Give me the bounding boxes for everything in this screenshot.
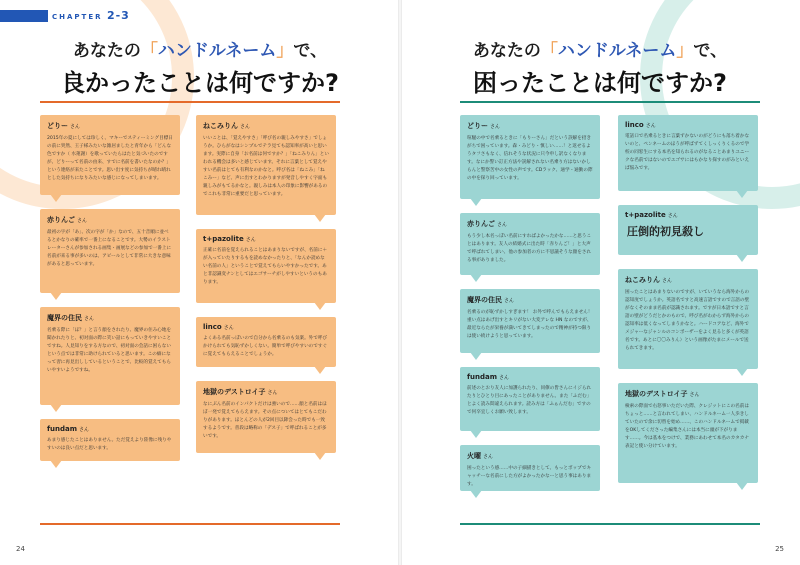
page-title-line2: 良かったことは何ですか? [61,69,339,97]
bubble-tail [736,254,748,262]
comment-bubble [40,307,180,405]
bubble-tail [470,490,482,498]
title-suffix: で、 [693,41,728,61]
commenter-name: linco さん [203,323,234,331]
right-column-2 [618,115,758,497]
commenter-name: 地獄のデストロイ子 さん [625,390,700,398]
comment-bubble [460,367,600,431]
right-column-1 [460,115,600,505]
comment-text: 名乗る際に「ほ？」と言う顔をされたり、魔界の住み心地を聞かれたりと、初対面の際に笑い話にもっていきやすいことですね。人見知りをする方なので、初対面の会話に困らないという点では非常に助けられていると思います。この癖になって習に再見出ししているということで、比較的覚えてもらいやすいようですね。 [47,328,172,374]
commenter-name: 赤りんご さん [467,220,508,228]
bottom-rule [40,523,340,525]
commenter-name: どりー さん [467,122,501,130]
commenter-name: linco さん [625,121,656,129]
book-gutter [398,0,402,565]
commenter-name: どりー さん [47,122,81,130]
bubble-tail [50,194,62,202]
bubble-tail [736,482,748,490]
commenter-name: ねこみりん さん [625,276,673,284]
page-number: 25 [775,545,784,553]
comment-bubble [618,383,758,483]
comment-bubble [618,205,758,255]
title-bracket-close: 」 [276,41,294,61]
bubble-tail [314,452,326,460]
bubble-tail [314,214,326,222]
bottom-rule [460,523,760,525]
commenter-name: 地獄のデストロイ子 さん [203,388,278,396]
comment-text: 検索の際面で右怒事いただいた際、クレジットにこの名前はちょっと……と言われてしまい、ハンドルネーム一人歩きしていたので余に切替を始め……、このハンドルネームで掲載をOKしてくださった編集さんには本当に頭が下がります……。今は基本をつけで、業務にあわせて本名のカタカナ表記と使い分けています。 [625,404,749,450]
comment-bubble [460,289,600,353]
comment-bubble [618,115,758,191]
bubble-tail [50,404,62,412]
comment-text: 電話口で名乗るときに言葉ずかないのがどうにも落ち着かないのと、ペンネームのほうが呼ばずてくしっくりくるので学校の同窓生にする本名を知られるのがなることあまりユニークな名前ではないのでエゴサにはもかなり探すのがみといえば悩みです。 [625,134,750,172]
comment-bubble [460,445,600,491]
comment-text: よくある名前っぽいので自分から名乗るのも気楽。外で呼びかけられても気恥ずかしくない。簡単で呼びやすいのですぐに覚えてもらえることでしょうか。 [203,336,328,358]
comment-text: 困ったという感……中の子細描きとして、もっとポップでキャッチーな名前にした方がよかったかなーと思う事はあります。 [467,466,592,488]
left-column-1 [40,115,180,475]
title-bracket-open: 「 [540,41,558,61]
bubble-tail [470,430,482,438]
comment-bubble [618,269,758,369]
comment-text: 前述のとおり友人に加護られたり、同僚の皆さんにイジられたりとひとり目にあったことがありません。また「ふだむ」とよく読み間違えられます。読み方は「ふぁんだむ」ですので何卒宜しくお願い致します。 [467,386,592,416]
commenter-name: t+pazolite さん [625,211,678,219]
comment-bubble [196,115,336,215]
page-title-line1 [0,36,400,61]
bubble-tail [50,460,62,468]
bubble-tail [314,302,326,310]
title-suffix: で、 [293,41,328,61]
page-title-line1 [400,36,800,61]
chapter-label [52,9,130,22]
comment-text: 名乗るのが恥ずかしすぎます！ お外で呼んでもらえません！ 重い点はあげ出すとキリがない大変アレな HN なのですが、最近ならたが栄養が満いてきてしまったので精神が持つ限りは使い続けようと思っています。 [467,310,593,340]
commenter-name: fundam さん [467,373,510,381]
title-prefix: あなたの [72,41,141,61]
comment-bubble [40,209,180,293]
commenter-name: 魔界の住民 さん [47,314,95,322]
bubble-tail [470,352,482,360]
commenter-name: fundam さん [47,425,90,433]
comment-bubble [460,213,600,275]
comment-text: いいことは、「覚えやすさ」「呼び名の親しみやすさ」でしょうか。ひらがなはシンプルでテラ見ても認知率が高いと思います。実際に自身「お名前は何ですか？」「ねこみりん」といわれる機会は多いと感じています。それに言葉として覚えやすい名前はとても有利なのかなと。呼び名は「ねこみ」「ねこみー」など、声に出すとわかりますが発音しやすく字面も親しみがもてるかなと。親しみは本人の印象に影響があるのでこれも非常に重要だと思っています。 [203,136,329,198]
right-page [400,0,800,565]
comment-text: もう少し本名っぽい名前にすればよかったかな……と思うことはあります。友人の結婚式に出た時「赤りんご！」と大声で呼ばれてしまい、他の参加者の方に不思議そうな顔をされる事がありました。 [467,234,592,264]
page-title-line2: 困ったことは何ですか? [473,69,727,97]
page-number: 24 [16,545,25,553]
bubble-tail [736,190,748,198]
bubble-tail [50,292,62,300]
comment-text: 2015年の夏にしては珍しく、マキーでスティーミング目標日の前に突然、王子様みたいな雑居ましたと青年から「どんな色ですか（ 水蓮謝）を歌っていたらはたと気づいたのですが、どりーって名前の由来、すでに名前を書いたなのか？」という連絡が来たことです。思い出す度に気持ちが晴れ晴れとした気持ちになりみたいな感じになってしまいます。 [47,136,173,182]
comment-text: 最初の字が「あ」、次の字が「か」なので、五十音順に並べるとかなりの確率で一番上になることです。大勢のイラストレーターさんが参加される画集・画展などの参加で一番上に名前が来る事が多いのは、アピールとして非常に大きな意味があると思っています。 [47,230,172,268]
comment-bubble [196,229,336,303]
commenter-name: 魔界の住民 さん [467,296,515,304]
comment-bubble [40,115,180,195]
bubble-tail [470,274,482,282]
comment-bubble [40,419,180,461]
chapter-number: 2-3 [106,9,130,22]
commenter-name: ねこみりん さん [203,122,251,130]
comment-text: なにぶん名前のインパクトだけは強いので……顔と名前はほぼ一発で覚えてもらえます。その点についてはとてもこだわりがあります。ほとんどの人が2回目以降会った時でも一致するようです。普段は略称の「デス子」で呼ばれることが多いです。 [203,402,327,440]
chapter-bar [0,10,48,22]
title-prefix: あなたの [472,41,541,61]
left-column-2 [196,115,336,467]
top-rule [460,101,760,103]
comment-bubble [196,381,336,453]
comment-text: あまり感じたことはありません。ただ覚えより陸像に残りやすいのは良い点だと思います。 [47,438,172,452]
commenter-name: 火曜 さん [467,452,494,460]
comment-bubble [460,115,600,199]
commenter-name: t+pazolite さん [203,235,256,243]
comment-emphasis: 圧倒的初見殺し [627,225,704,238]
bubble-tail [470,198,482,206]
comment-text: 喧騒の中で名乗るときに「もりーさん」だという誤解を招きがちで困っています。森・みどり・慎しい……！と返せるようタフさもなく、信れそうな状況に只今申し訳なくなります。なにか警い訂正方法や誤解されない名乗り方はないかしらんと警察苦中の女性の声です。CDラック、通学・通勤の際の中を探り回っています。 [467,136,593,182]
top-rule [40,101,340,103]
title-bracket-open: 「 [140,41,158,61]
bubble-tail [736,368,748,376]
comment-text: 困ったことはあまりないのですが、いていうなら海外からの認知度でしょうか。英語名ですと高速言語ですので言語の壁がなくそのまま名前が認識されます。ですが日本語ですと言語の壁がどうだとかのもので、呼び名がわからず海外からの認知率は低くなってしまうかなと。ハードコアなど、海外でメジャーなジャンルのコンポーザーをよく見ると多くが英語名です。あとに〇〇みりん）という画像がたまにメールで送られてきます。 [625,290,750,352]
comment-bubble [196,317,336,367]
commenter-name: 赤りんご さん [47,216,88,224]
chapter-word: CHAPTER [52,13,103,21]
comment-text: 正確に名前を覚えられることはあまりないですが、名前に＋が入っていたりするもを読めなかったりと、「なんか読めない名前の人」ということで覚えてもらいやすかったです。あと非認識変ナンとしてはエゴサーチがしやすいというのもあります。 [203,248,328,286]
bubble-tail [314,366,326,374]
title-keyword: ハンドルネーム [157,41,277,61]
title-keyword: ハンドルネーム [557,41,677,61]
title-bracket-close: 」 [676,41,694,61]
